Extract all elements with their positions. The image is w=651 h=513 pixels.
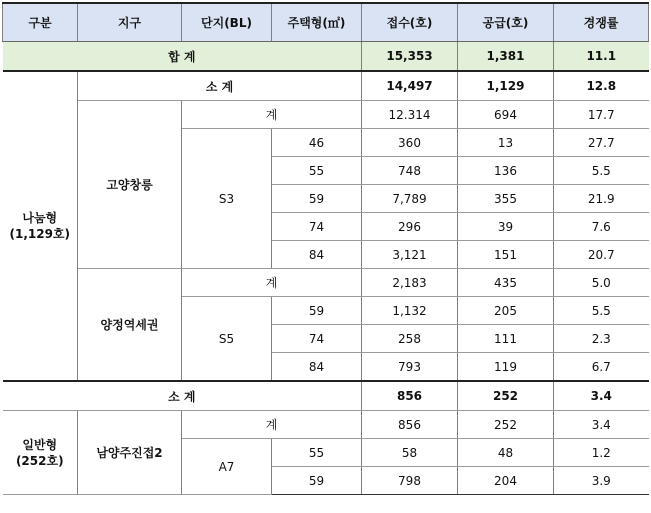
supply-count: 204 xyxy=(458,467,554,495)
nanum-group-count: (1,129호) xyxy=(9,227,71,241)
general-group-label xyxy=(3,411,78,495)
goyang-sum-apply: 12.314 xyxy=(362,101,458,129)
namyang-sum-ratio: 3.4 xyxy=(554,411,649,439)
namyang-sum-supply: 252 xyxy=(458,411,554,439)
header-row xyxy=(3,3,649,42)
supply-count: 151 xyxy=(458,241,554,269)
unit-type: 55 xyxy=(272,439,362,467)
supply-count: 13 xyxy=(458,129,554,157)
unit-type: 59 xyxy=(272,185,362,213)
yangjeong-sum-supply: 435 xyxy=(458,269,554,297)
namyang-sum-row xyxy=(3,411,649,439)
header-apply: 접수(호) xyxy=(362,3,458,42)
supply-count: 39 xyxy=(458,213,554,241)
supply-count: 136 xyxy=(458,157,554,185)
grand-total-row xyxy=(3,42,649,72)
supply-count: 119 xyxy=(458,353,554,382)
yangjeong-sum-ratio: 5.0 xyxy=(554,269,649,297)
apply-count: 793 xyxy=(362,353,458,382)
competition-ratio: 5.5 xyxy=(554,297,649,325)
grand-total-label: 합 계 xyxy=(3,42,362,72)
general-subtotal-apply: 856 xyxy=(362,381,458,411)
competition-ratio: 7.6 xyxy=(554,213,649,241)
competition-ratio: 1.2 xyxy=(554,439,649,467)
namyang-sum-label: 계 xyxy=(182,411,362,439)
unit-type: 74 xyxy=(272,325,362,353)
general-group-name: 일반형 xyxy=(22,437,58,452)
grand-total-apply: 15,353 xyxy=(362,42,458,72)
general-subtotal-row xyxy=(3,381,649,411)
unit-type: 46 xyxy=(272,129,362,157)
nanum-subtotal-ratio: 12.8 xyxy=(554,71,649,101)
apply-count: 58 xyxy=(362,439,458,467)
goyang-block: S3 xyxy=(182,129,272,269)
apply-count: 258 xyxy=(362,325,458,353)
yangjeong-sum-apply: 2,183 xyxy=(362,269,458,297)
nanum-subtotal-apply: 14,497 xyxy=(362,71,458,101)
header-danji: 단지(BL) xyxy=(182,3,272,42)
header-gubun: 구분 xyxy=(3,3,78,42)
unit-type: 55 xyxy=(272,157,362,185)
yangjeong-sum-row xyxy=(3,269,649,297)
general-group-count: (252호) xyxy=(15,453,64,468)
nanum-group-name: 나눔형 xyxy=(22,211,58,225)
nanum-subtotal-row xyxy=(3,71,649,101)
nanum-subtotal-supply: 1,129 xyxy=(458,71,554,101)
apply-count: 3,121 xyxy=(362,241,458,269)
supply-count: 48 xyxy=(458,439,554,467)
general-subtotal-label: 소 계 xyxy=(3,381,362,411)
header-supply: 공급(호) xyxy=(458,3,554,42)
competition-ratio: 27.7 xyxy=(554,129,649,157)
competition-ratio: 21.9 xyxy=(554,185,649,213)
apply-count: 1,132 xyxy=(362,297,458,325)
apply-count: 296 xyxy=(362,213,458,241)
yangjeong-block: S5 xyxy=(182,297,272,382)
header-type: 주택형(㎡) xyxy=(272,3,362,42)
supply-count: 205 xyxy=(458,297,554,325)
yangjeong-sum-label: 계 xyxy=(182,269,362,297)
unit-type: 59 xyxy=(272,297,362,325)
apply-count: 748 xyxy=(362,157,458,185)
grand-total-ratio: 11.1 xyxy=(554,42,649,72)
competition-ratio: 6.7 xyxy=(554,353,649,382)
competition-ratio: 20.7 xyxy=(554,241,649,269)
housing-competition-table xyxy=(2,2,649,495)
goyang-sum-supply: 694 xyxy=(458,101,554,129)
namyang-sum-apply: 856 xyxy=(362,411,458,439)
nanum-subtotal-label: 소 계 xyxy=(78,71,362,101)
goyang-sum-ratio: 17.7 xyxy=(554,101,649,129)
general-subtotal-ratio: 3.4 xyxy=(554,381,649,411)
namyang-block: A7 xyxy=(182,439,272,495)
supply-count: 111 xyxy=(458,325,554,353)
header-jigu: 지구 xyxy=(78,3,182,42)
apply-count: 7,789 xyxy=(362,185,458,213)
competition-ratio: 5.5 xyxy=(554,157,649,185)
grand-total-supply: 1,381 xyxy=(458,42,554,72)
competition-ratio: 2.3 xyxy=(554,325,649,353)
header-ratio: 경쟁률 xyxy=(554,3,649,42)
apply-count: 360 xyxy=(362,129,458,157)
namyang-district: 남양주진접2 xyxy=(78,411,182,495)
nanum-group-label xyxy=(3,71,78,381)
unit-type: 84 xyxy=(272,353,362,382)
yangjeong-district: 양정역세권 xyxy=(78,269,182,382)
unit-type: 59 xyxy=(272,467,362,495)
competition-ratio: 3.9 xyxy=(554,467,649,495)
goyang-sum-row xyxy=(3,101,649,129)
goyang-district: 고양창릉 xyxy=(78,101,182,269)
unit-type: 74 xyxy=(272,213,362,241)
goyang-sum-label: 계 xyxy=(182,101,362,129)
supply-count: 355 xyxy=(458,185,554,213)
apply-count: 798 xyxy=(362,467,458,495)
unit-type: 84 xyxy=(272,241,362,269)
general-subtotal-supply: 252 xyxy=(458,381,554,411)
